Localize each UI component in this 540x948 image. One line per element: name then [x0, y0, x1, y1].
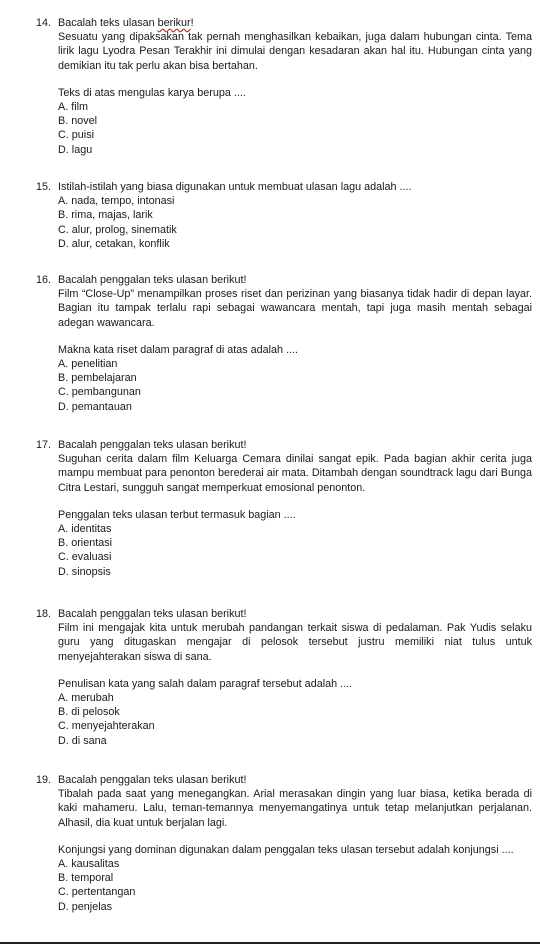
option-b[interactable]: B. pembelajaran — [58, 372, 137, 385]
option-a[interactable]: A. nada, tempo, intonasi — [58, 195, 175, 208]
option-a[interactable]: A. kausalitas — [58, 858, 120, 871]
option-d[interactable]: D. penjelas — [58, 900, 113, 913]
answer-options — [58, 522, 532, 579]
passage-paragraph: Film “Close-Up” menampilkan proses riset dan perizinan yang biasanya tidak hadir di depan layar. Bagian itu tampak terlalu rapi sebagai wawancara mentah, tapi juga masih mentah sebagai adegan wawancara. — [58, 288, 532, 329]
question-19 — [36, 773, 532, 914]
title-text: Bacalah teks ulasan — [58, 17, 158, 29]
answer-options — [58, 857, 532, 914]
misspelled-word: berikur — [157, 17, 191, 29]
question-prompt: Penggalan teks ulasan terbut termasuk bagian .... — [58, 508, 296, 521]
option-a[interactable]: A. film — [58, 101, 88, 114]
option-a[interactable]: A. penelitian — [58, 358, 118, 371]
option-a[interactable]: A. identitas — [58, 523, 112, 536]
question-title — [36, 273, 532, 287]
question-number: 19. — [36, 774, 52, 786]
option-b[interactable]: B. rima, majas, larik — [58, 209, 153, 222]
title-punct: ! — [190, 17, 194, 29]
question-prompt: Makna kata riset dalam paragraf di atas adalah .... — [58, 343, 299, 356]
question-title — [36, 773, 532, 787]
answer-options — [58, 194, 532, 251]
option-d[interactable]: D. pemantauan — [58, 400, 132, 413]
page-bottom-rule — [0, 942, 540, 944]
question-title — [36, 438, 532, 452]
question-prompt: Konjungsi yang dominan digunakan dalam penggalan teks ulasan tersebut adalah konjungsi .... — [58, 843, 514, 856]
option-b[interactable]: B. orientasi — [58, 537, 113, 550]
question-prompt: Teks di atas mengulas karya berupa .... — [58, 86, 246, 99]
question-number: 15. — [36, 181, 52, 193]
option-b[interactable]: B. temporal — [58, 872, 114, 885]
passage-paragraph: Tibalah pada saat yang menegangkan. Arial merasakan dingin yang luar biasa, ketika berada di kaki mahameru. Lalu, teman-temannya menyemangatinya untuk tetap melanjutkan perjalanan. Alhasil, dia kuat untuk berjalan lagi. — [58, 788, 532, 829]
passage-paragraph: Sesuatu yang dipaksakan tak pernah menghasilkan kebaikan, juga dalam hubungan cinta. Tema lirik lagu Lyodra Pesan Terakhir ini dimulai dengan kesadaran akan hal itu. Hubungan cinta yang demikian itu tak perlu akan bisa bertahan. — [58, 31, 532, 72]
option-c[interactable]: C. pertentangan — [58, 886, 136, 899]
question-number: 18. — [36, 608, 52, 620]
question-14 — [36, 16, 532, 157]
question-16 — [36, 273, 532, 414]
question-title — [36, 607, 532, 621]
passage-paragraph: Film ini mengajak kita untuk merubah pandangan terkait siswa di pedalaman. Pak Yudis selaku guru yang ditugaskan mengajar di pelosok tersebut justru memiliki niat tulus untuk menyejahterakan siswa di sana. — [58, 622, 532, 663]
question-number: 16. — [36, 274, 52, 286]
option-b[interactable]: B. novel — [58, 115, 98, 128]
question-prompt: Penulisan kata yang salah dalam paragraf tersebut adalah .... — [58, 677, 353, 690]
question-18 — [36, 607, 532, 748]
title-text: Bacalah penggalan teks ulasan berikut! — [58, 439, 247, 451]
answer-options — [58, 100, 532, 157]
option-d[interactable]: D. alur, cetakan, konflik — [58, 237, 170, 250]
option-c[interactable]: C. menyejahterakan — [58, 720, 155, 733]
title-text: Istilah-istilah yang biasa digunakan untuk membuat ulasan lagu adalah .... — [58, 181, 412, 193]
option-c[interactable]: C. puisi — [58, 129, 95, 142]
question-15 — [36, 180, 532, 251]
question-number: 17. — [36, 439, 52, 451]
option-d[interactable]: D. lagu — [58, 143, 93, 156]
answer-options — [58, 357, 532, 414]
option-c[interactable]: C. pembangunan — [58, 386, 141, 399]
question-17 — [36, 438, 532, 579]
option-d[interactable]: D. sinopsis — [58, 565, 111, 578]
option-a[interactable]: A. merubah — [58, 692, 114, 705]
question-title — [36, 180, 532, 194]
option-c[interactable]: C. evaluasi — [58, 551, 112, 564]
passage-paragraph: Suguhan cerita dalam film Keluarga Cemara dinilai sangat epik. Pada bagian akhir cerita juga mampu membuat para penonton berederai air mata. Ditambah dengan soundtrack lagu dari Bunga Citra Lestari, sungguh sangat memperkuat emosional penonton. — [58, 453, 532, 494]
title-text: Bacalah penggalan teks ulasan berikut! — [58, 274, 247, 286]
answer-options — [58, 691, 532, 748]
question-title — [36, 16, 532, 30]
option-b[interactable]: B. di pelosok — [58, 706, 120, 719]
question-number: 14. — [36, 17, 52, 29]
title-text: Bacalah penggalan teks ulasan berikut! — [58, 608, 247, 620]
title-text: Bacalah penggalan teks ulasan berikut! — [58, 774, 247, 786]
option-d[interactable]: D. di sana — [58, 734, 107, 747]
option-c[interactable]: C. alur, prolog, sinematik — [58, 223, 177, 236]
